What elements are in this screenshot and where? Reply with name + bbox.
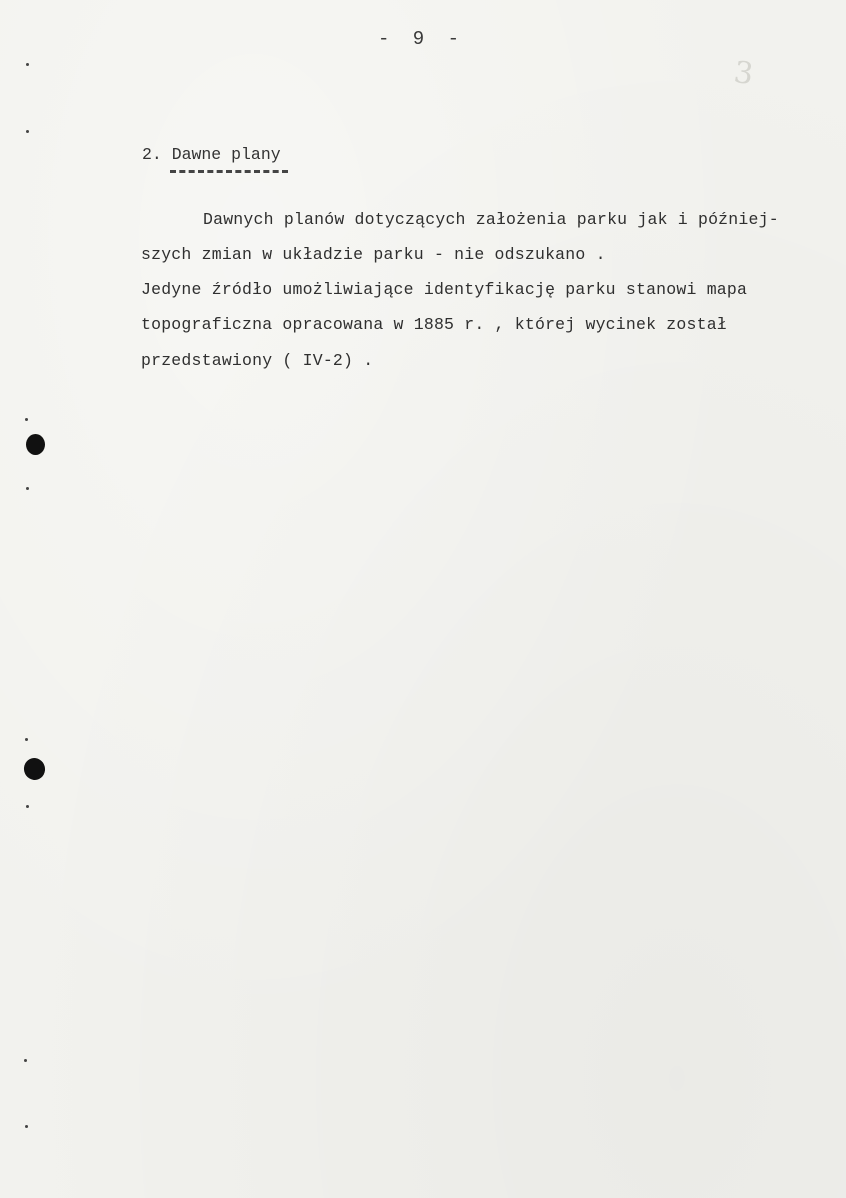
margin-dot <box>25 1125 28 1128</box>
margin-dot <box>26 805 29 808</box>
pencil-annotation: 3 <box>731 54 756 93</box>
section-heading: 2. Dawne plany <box>142 145 281 164</box>
punch-hole <box>22 756 48 783</box>
margin-dot <box>25 418 28 421</box>
body-line: topograficzna opracowana w 1885 r. , której wycinek został <box>141 315 727 334</box>
body-line: przedstawiony ( IV-2) . <box>141 351 374 370</box>
margin-dot <box>26 487 29 490</box>
page-number: - 9 - <box>378 28 466 50</box>
heading-underline <box>170 170 288 173</box>
margin-dot <box>26 130 29 133</box>
margin-dot <box>25 738 28 741</box>
body-line: Dawnych planów dotyczących założenia parku jak i później- <box>203 210 779 229</box>
punch-hole <box>26 434 45 455</box>
body-line: Jedyne źródło umożliwiające identyfikację parku stanowi mapa <box>141 280 748 299</box>
margin-dot <box>24 1059 27 1062</box>
margin-dot <box>26 63 29 66</box>
body-line: szych zmian w układzie parku - nie odszukano . <box>141 245 606 264</box>
